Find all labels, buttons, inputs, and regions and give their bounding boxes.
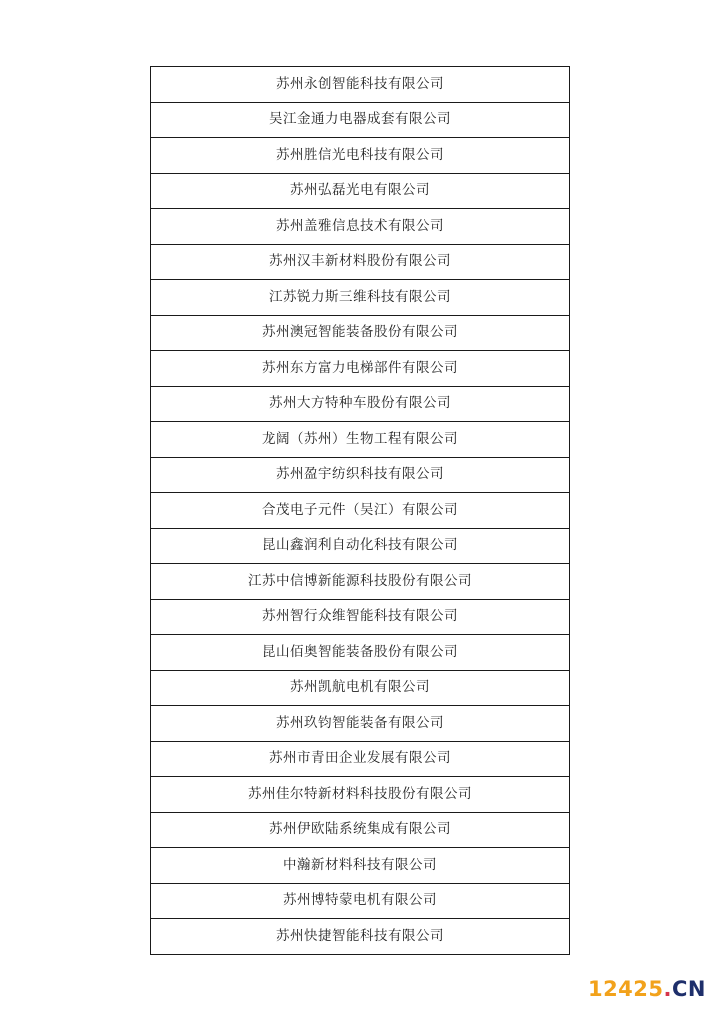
- company-name-cell: 苏州智行众维智能科技有限公司: [151, 599, 570, 635]
- company-list-table: [150, 66, 570, 955]
- company-name-cell: 吴江金通力电器成套有限公司: [151, 102, 570, 138]
- watermark-number: 12425: [587, 977, 664, 1001]
- company-name-cell: 合茂电子元件（吴江）有限公司: [151, 493, 570, 529]
- table-row: [151, 351, 570, 387]
- table-row: [151, 741, 570, 777]
- table-row: [151, 493, 570, 529]
- table-row: [151, 528, 570, 564]
- table-row: [151, 706, 570, 742]
- company-name-cell: 苏州凯航电机有限公司: [151, 670, 570, 706]
- company-name-cell: 苏州佳尔特新材料科技股份有限公司: [151, 777, 570, 813]
- company-name-cell: 昆山鑫润利自动化科技有限公司: [151, 528, 570, 564]
- table-row: [151, 777, 570, 813]
- table-row: [151, 564, 570, 600]
- company-name-cell: 苏州东方富力电梯部件有限公司: [151, 351, 570, 387]
- company-name-cell: 苏州大方特种车股份有限公司: [151, 386, 570, 422]
- table-row: [151, 209, 570, 245]
- table-row: [151, 280, 570, 316]
- table-row: [151, 67, 570, 103]
- table-row: [151, 173, 570, 209]
- company-name-cell: 江苏锐力斯三维科技有限公司: [151, 280, 570, 316]
- company-list-body: [151, 67, 570, 955]
- company-name-cell: 江苏中信博新能源科技股份有限公司: [151, 564, 570, 600]
- table-row: [151, 138, 570, 174]
- table-row: [151, 883, 570, 919]
- table-row: [151, 457, 570, 493]
- table-row: [151, 919, 570, 955]
- company-name-cell: 苏州盈宇纺织科技有限公司: [151, 457, 570, 493]
- company-name-cell: 昆山佰奥智能装备股份有限公司: [151, 635, 570, 671]
- watermark-suffix: CN: [672, 977, 706, 1001]
- company-name-cell: 苏州玖钧智能装备有限公司: [151, 706, 570, 742]
- company-name-cell: 苏州永创智能科技有限公司: [151, 67, 570, 103]
- table-row: [151, 386, 570, 422]
- watermark-dot: .: [663, 977, 672, 1001]
- table-row: [151, 315, 570, 351]
- company-name-cell: 龙阔（苏州）生物工程有限公司: [151, 422, 570, 458]
- site-watermark-logo: [588, 979, 706, 1000]
- company-name-cell: 苏州博特蒙电机有限公司: [151, 883, 570, 919]
- company-name-cell: 苏州胜信光电科技有限公司: [151, 138, 570, 174]
- company-name-cell: 苏州澳冠智能装备股份有限公司: [151, 315, 570, 351]
- table-row: [151, 422, 570, 458]
- table-row: [151, 670, 570, 706]
- table-row: [151, 635, 570, 671]
- company-name-cell: 苏州快捷智能科技有限公司: [151, 919, 570, 955]
- company-name-cell: 苏州市青田企业发展有限公司: [151, 741, 570, 777]
- table-row: [151, 102, 570, 138]
- company-name-cell: 苏州汉丰新材料股份有限公司: [151, 244, 570, 280]
- company-name-cell: 苏州弘磊光电有限公司: [151, 173, 570, 209]
- table-row: [151, 812, 570, 848]
- table-row: [151, 848, 570, 884]
- table-row: [151, 599, 570, 635]
- company-name-cell: 苏州盖雅信息技术有限公司: [151, 209, 570, 245]
- company-name-cell: 苏州伊欧陆系统集成有限公司: [151, 812, 570, 848]
- company-name-cell: 中瀚新材料科技有限公司: [151, 848, 570, 884]
- table-row: [151, 244, 570, 280]
